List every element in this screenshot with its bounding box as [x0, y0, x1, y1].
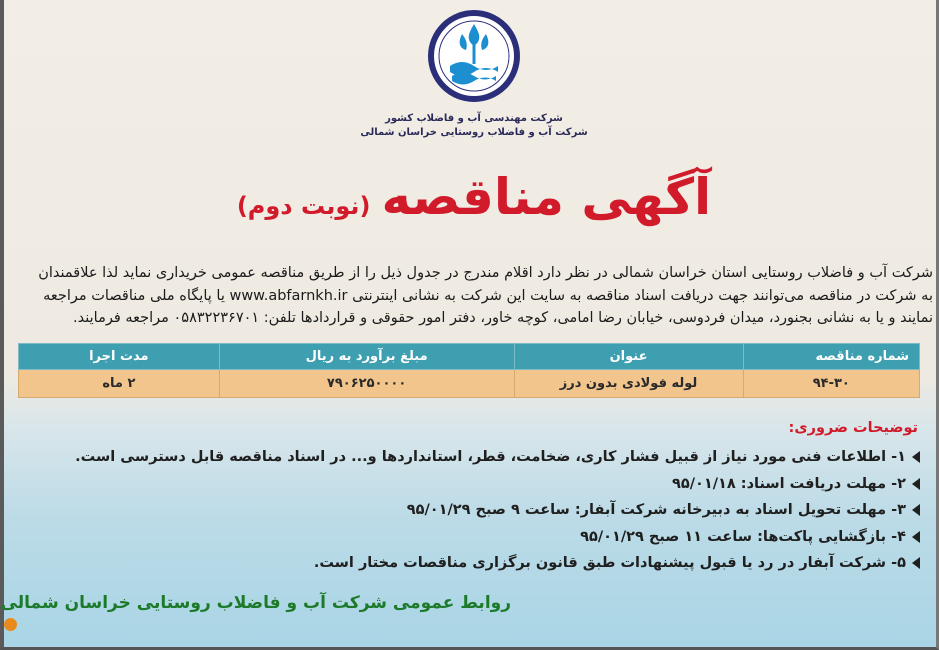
- bullet-arrow-icon: [912, 478, 920, 490]
- note-text: ۳- مهلت تحویل اسناد به دبیرخانه شرکت آبفار: ساعت ۹ صبح ۹۵/۰۱/۲۹: [406, 502, 906, 518]
- note-text: ۱- اطلاعات فنی مورد نیاز از قبیل فشار کاری، ضخامت، قطر، استانداردها و... در اسناد مناقصه قابل دسترسی است.: [75, 449, 906, 465]
- org-name-provincial: شرکت آب و فاضلاب روستایی خراسان شمالی: [360, 127, 588, 138]
- cell-amount: ۷۹۰۶۲۵۰۰۰۰: [219, 370, 514, 398]
- intro-paragraph: [14, 262, 933, 330]
- water-company-logo: [428, 10, 520, 102]
- title-main: آگهی مناقصه: [381, 168, 712, 226]
- note-text: ۵- شرکت آبفار در رد یا قبول پیشنهادات طبق قانون برگزاری مناقصات مختار است.: [313, 555, 906, 571]
- notes-list: [20, 444, 920, 577]
- intro-line-1: شرکت آب و فاضلاب روستایی استان خراسان شمالی در نظر دارد اقلام مندرج در جدول ذیل را از طریق مناقصه عمومی خریداری نماید لذا علاقمندان: [38, 265, 933, 281]
- note-item: [20, 497, 920, 524]
- title-round: (نوبت دوم): [236, 192, 371, 220]
- cell-title: لوله فولادی بدون درز: [514, 370, 743, 398]
- intro-line-3: نمایند و یا به نشانی بجنورد، میدان فردوسی، خیابان رضا امامی، کوچه خاور، دفتر امور حقوقی و قراردادها تلفن: ۰۵۸۳۲۲۳۶۷۰۱ مراجعه فرمایند.: [73, 310, 933, 326]
- bullet-arrow-icon: [912, 531, 920, 543]
- header-duration: مدت اجرا: [19, 344, 220, 370]
- cell-duration: ۲ ماه: [19, 370, 220, 398]
- notice-title: [204, 168, 744, 226]
- bullet-arrow-icon: [912, 557, 920, 569]
- table-row: [19, 370, 920, 398]
- note-text: ۲- مهلت دریافت اسناد: ۹۵/۰۱/۱۸: [672, 475, 906, 492]
- corner-dot-icon: [4, 618, 17, 631]
- org-name-national: شرکت مهندسی آب و فاضلاب کشور: [385, 113, 563, 124]
- tender-table: [18, 343, 920, 398]
- cell-tender-number: ۹۴-۳۰: [743, 370, 919, 398]
- table-header-row: [19, 344, 920, 370]
- footer-public-relations: روابط عمومی شرکت آب و فاضلاب روستایی خراسان شمالی: [0, 593, 511, 613]
- bullet-arrow-icon: [912, 504, 920, 516]
- note-item: [20, 471, 920, 498]
- header-tender-number: شماره مناقصه: [743, 344, 919, 370]
- intro-line-2: به شرکت در مناقصه می‌توانند جهت دریافت اسناد مناقصه به سایت این شرکت به نشانی اینترنتی www.abfarnkh.ir یا پایگاه ملی مناقصات مراجعه: [43, 287, 933, 304]
- notes-heading: توضیحات ضروری:: [788, 420, 918, 436]
- header-title: عنوان: [514, 344, 743, 370]
- header-amount: مبلغ برآورد به ریال: [219, 344, 514, 370]
- note-text: ۴- بازگشایی پاکت‌ها: ساعت ۱۱ صبح ۹۵/۰۱/۲۹: [580, 528, 906, 545]
- note-item: [20, 524, 920, 551]
- note-item: [20, 444, 920, 471]
- bullet-arrow-icon: [912, 451, 920, 463]
- note-item: [20, 550, 920, 577]
